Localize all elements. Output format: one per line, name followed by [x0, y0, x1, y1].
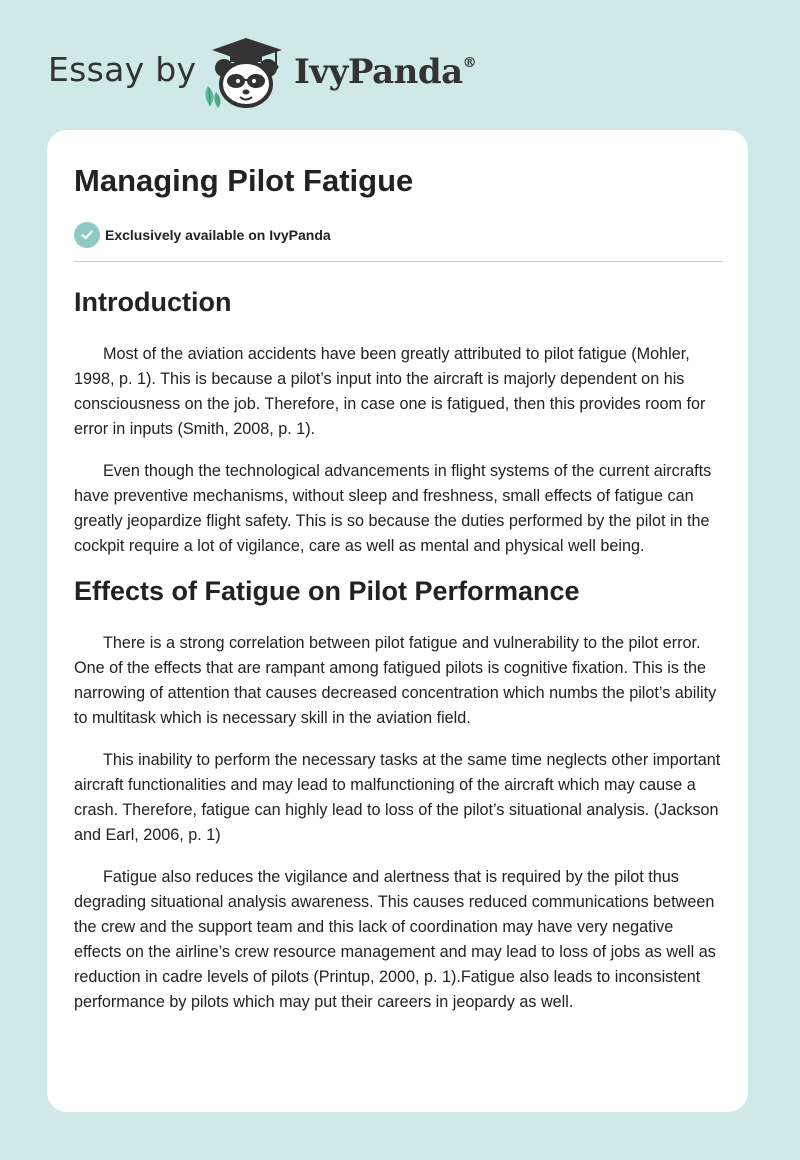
essay-card: [47, 130, 748, 1112]
paragraph: This inability to perform the necessary tasks at the same time neglects other important aircraft functionalities and may lead to malfunctioning of the aircraft which may cause a crash. Therefore, fatigue can highly lead to loss of the pilot’s situational analysis. (Jackson and Earl, 2006, p. 1): [74, 751, 721, 844]
section-heading-introduction: Introduction: [74, 287, 232, 317]
exclusive-badge-label: Exclusively available on IvyPanda: [105, 227, 331, 243]
brand-name: IvyPanda: [294, 52, 463, 92]
paragraph: There is a strong correlation between pilot fatigue and vulnerability to the pilot error. One of the effects that are rampant among fatigued pilots is cognitive fixation. This is the narrowing of attention that causes decreased concentration which numbs the pilot’s ability to multitask which is necessary skill in the aviation field.: [74, 634, 717, 727]
exclusive-badge: [74, 222, 331, 248]
ivypanda-logo[interactable]: [200, 36, 290, 110]
divider: [74, 261, 723, 262]
panda-mascot-icon: [200, 36, 290, 110]
ivypanda-brand[interactable]: [294, 52, 476, 92]
section-heading-effects: Effects of Fatigue on Pilot Performance: [74, 576, 580, 606]
paragraph: Even though the technological advancements in flight systems of the current aircrafts have preventive mechanisms, without sleep and freshness, small effects of fatigue can greatly jeopardize flight safety. This is so because the duties performed by the pilot in the cockpit require a lot of vigilance, care as well as mental and physical well being.: [74, 462, 712, 555]
page-title: Managing Pilot Fatigue: [74, 163, 414, 198]
registered-mark: ®: [462, 54, 477, 71]
essay-by-label: Essay by: [48, 50, 197, 89]
essay-content: [74, 282, 724, 1015]
check-circle-icon: [74, 222, 100, 248]
paragraph: Most of the aviation accidents have been greatly attributed to pilot fatigue (Mohler, 1998, p. 1). This is because a pilot’s input into the aircraft is majorly dependent on his consciousness on the job. Therefore, in case one is fatigued, then this provides room for error in inputs (Smith, 2008, p. 1).: [74, 345, 706, 438]
paragraph: Fatigue also reduces the vigilance and alertness that is required by the pilot thus degrading situational analysis awareness. This causes reduced communications between the crew and the support team and this lack of coordination may have very negative effects on the airline’s crew resource management and may lead to loss of jobs as well as reduction in cadre levels of pilots (Printup, 2000, p. 1).Fatigue also leads to inconsistent performance by pilots which may put their careers in jeopardy as well.: [74, 868, 716, 1011]
site-header: [0, 0, 800, 120]
